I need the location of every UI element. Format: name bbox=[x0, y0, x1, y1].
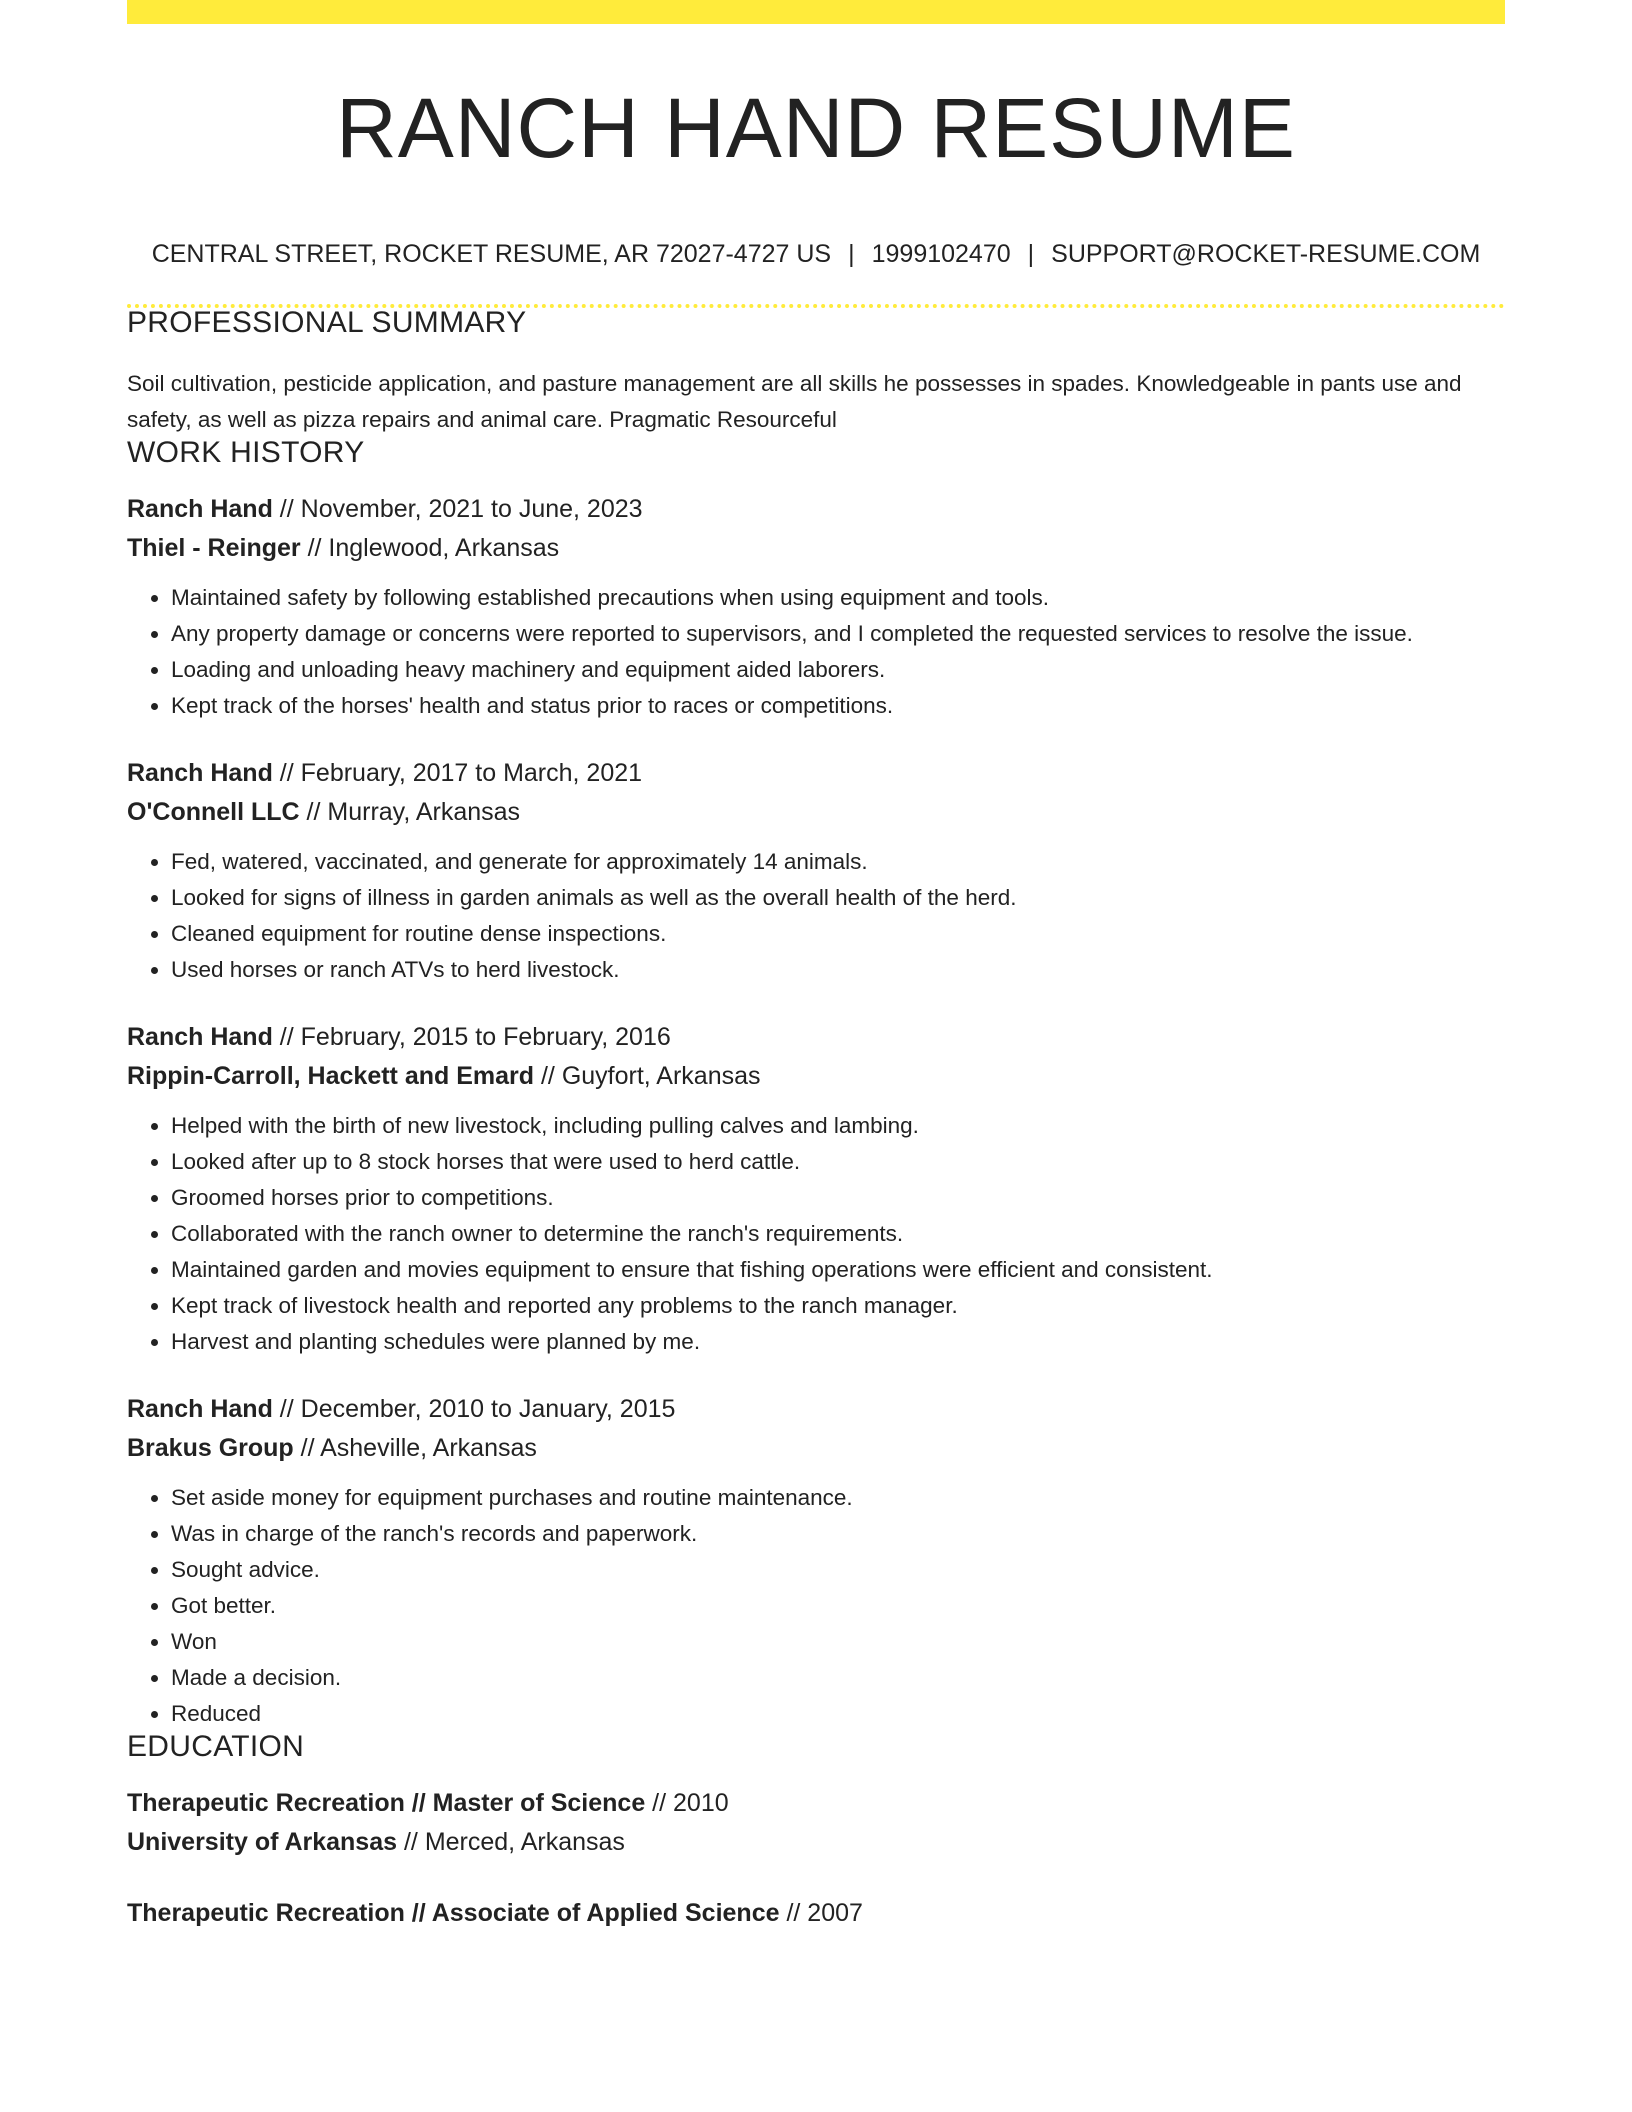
job-bullet: • Made a decision. bbox=[171, 1660, 1505, 1696]
job-bullets bbox=[127, 580, 1505, 724]
job-bullet: • Set aside money for equipment purchases and routine maintenance. bbox=[171, 1480, 1505, 1516]
job-title-line bbox=[127, 1390, 1505, 1429]
job-bullet: • Loading and unloading heavy machinery and equipment aided laborers. bbox=[171, 652, 1505, 688]
job-title-line bbox=[127, 1018, 1505, 1057]
degree-line bbox=[127, 1894, 1505, 1933]
job-company-line bbox=[127, 529, 1505, 568]
job-company-line bbox=[127, 1429, 1505, 1468]
contact-address: CENTRAL STREET, ROCKET RESUME, AR 72027-4727 US bbox=[151, 240, 832, 268]
education-entry bbox=[127, 1784, 1505, 1862]
accent-top-bar bbox=[127, 0, 1505, 24]
job-bullets bbox=[127, 1108, 1505, 1360]
education-heading: EDUCATION bbox=[127, 1730, 305, 1763]
job-bullet: • Reduced bbox=[171, 1696, 1505, 1732]
job-dates: // December, 2010 to January, 2015 bbox=[272, 1395, 676, 1423]
degree-name: Therapeutic Recreation // Associate of Applied Science bbox=[127, 1899, 780, 1927]
job-bullets bbox=[127, 1480, 1505, 1732]
job-bullet: • Maintained safety by following established precautions when using equipment and tools. bbox=[171, 580, 1505, 616]
job-bullet: • Harvest and planting schedules were planned by me. bbox=[171, 1324, 1505, 1360]
job-location: // Guyfort, Arkansas bbox=[534, 1062, 761, 1090]
job-bullet: • Got better. bbox=[171, 1588, 1505, 1624]
job-location: // Asheville, Arkansas bbox=[293, 1434, 537, 1462]
resume-title: RANCH HAND RESUME bbox=[336, 81, 1296, 175]
job-entry bbox=[127, 1390, 1505, 1732]
job-bullet: • Maintained garden and movies equipment to ensure that fishing operations were efficient and consistent. bbox=[171, 1252, 1505, 1288]
school-name: University of Arkansas bbox=[127, 1828, 398, 1856]
job-company: Thiel - Reinger bbox=[127, 534, 301, 562]
summary-heading: PROFESSIONAL SUMMARY bbox=[127, 306, 527, 339]
job-entry bbox=[127, 490, 1505, 724]
job-company: Rippin-Carroll, Hackett and Emard bbox=[127, 1062, 535, 1090]
education-entry bbox=[127, 1894, 1505, 1933]
job-bullet: • Cleaned equipment for routine dense inspections. bbox=[171, 916, 1505, 952]
job-bullet: • Fed, watered, vaccinated, and generate for approximately 14 animals. bbox=[171, 844, 1505, 880]
job-bullets bbox=[127, 844, 1505, 988]
degree-year: // 2007 bbox=[779, 1899, 863, 1927]
job-dates: // February, 2015 to February, 2016 bbox=[272, 1023, 671, 1051]
job-title-line bbox=[127, 490, 1505, 529]
job-bullet: • Any property damage or concerns were reported to supervisors, and I completed the requested services to resolve the issue. bbox=[171, 616, 1505, 652]
summary-text: Soil cultivation, pesticide application, and pasture management are all skills he possesses in spades. Knowledgeable in pants use and safety, as well as pizza repairs and animal care. Pragmatic Resourceful bbox=[127, 371, 1462, 432]
degree-year: // 2010 bbox=[645, 1789, 729, 1817]
job-title: Ranch Hand bbox=[127, 1023, 273, 1051]
job-bullet: • Was in charge of the ranch's records and paperwork. bbox=[171, 1516, 1505, 1552]
job-bullet: • Groomed horses prior to competitions. bbox=[171, 1180, 1505, 1216]
job-title: Ranch Hand bbox=[127, 495, 273, 523]
job-dates: // November, 2021 to June, 2023 bbox=[272, 495, 643, 523]
job-bullet: • Looked for signs of illness in garden animals as well as the overall health of the herd. bbox=[171, 880, 1505, 916]
school-location: // Merced, Arkansas bbox=[397, 1828, 625, 1856]
school-line bbox=[127, 1823, 1505, 1862]
job-company: O'Connell LLC bbox=[127, 798, 300, 826]
work-history-heading: WORK HISTORY bbox=[127, 436, 365, 469]
job-bullet: • Kept track of livestock health and reported any problems to the ranch manager. bbox=[171, 1288, 1505, 1324]
job-bullet: • Sought advice. bbox=[171, 1552, 1505, 1588]
job-company-line bbox=[127, 793, 1505, 832]
resume-page bbox=[127, 0, 1505, 1933]
job-bullet: • Collaborated with the ranch owner to determine the ranch's requirements. bbox=[171, 1216, 1505, 1252]
job-location: // Murray, Arkansas bbox=[299, 798, 521, 826]
contact-email: SUPPORT@ROCKET-RESUME.COM bbox=[1051, 240, 1481, 268]
job-company-line bbox=[127, 1057, 1505, 1096]
job-title: Ranch Hand bbox=[127, 759, 273, 787]
job-location: // Inglewood, Arkansas bbox=[300, 534, 560, 562]
degree-name: Therapeutic Recreation // Master of Science bbox=[127, 1789, 646, 1817]
degree-line bbox=[127, 1784, 1505, 1823]
job-title: Ranch Hand bbox=[127, 1395, 273, 1423]
job-company: Brakus Group bbox=[127, 1434, 294, 1462]
job-bullet: • Helped with the birth of new livestock, including pulling calves and lambing. bbox=[171, 1108, 1505, 1144]
job-title-line bbox=[127, 754, 1505, 793]
job-entry bbox=[127, 754, 1505, 988]
contact-phone: 1999102470 bbox=[871, 240, 1011, 268]
contact-line bbox=[127, 242, 1505, 267]
job-entry bbox=[127, 1018, 1505, 1360]
job-bullet: • Looked after up to 8 stock horses that were used to herd cattle. bbox=[171, 1144, 1505, 1180]
job-dates: // February, 2017 to March, 2021 bbox=[272, 759, 643, 787]
job-bullet: • Kept track of the horses' health and status prior to races or competitions. bbox=[171, 688, 1505, 724]
contact-separator: | bbox=[1027, 240, 1035, 268]
contact-separator: | bbox=[848, 240, 855, 268]
job-bullet: • Used horses or ranch ATVs to herd livestock. bbox=[171, 952, 1505, 988]
job-bullet: • Won bbox=[171, 1624, 1505, 1660]
